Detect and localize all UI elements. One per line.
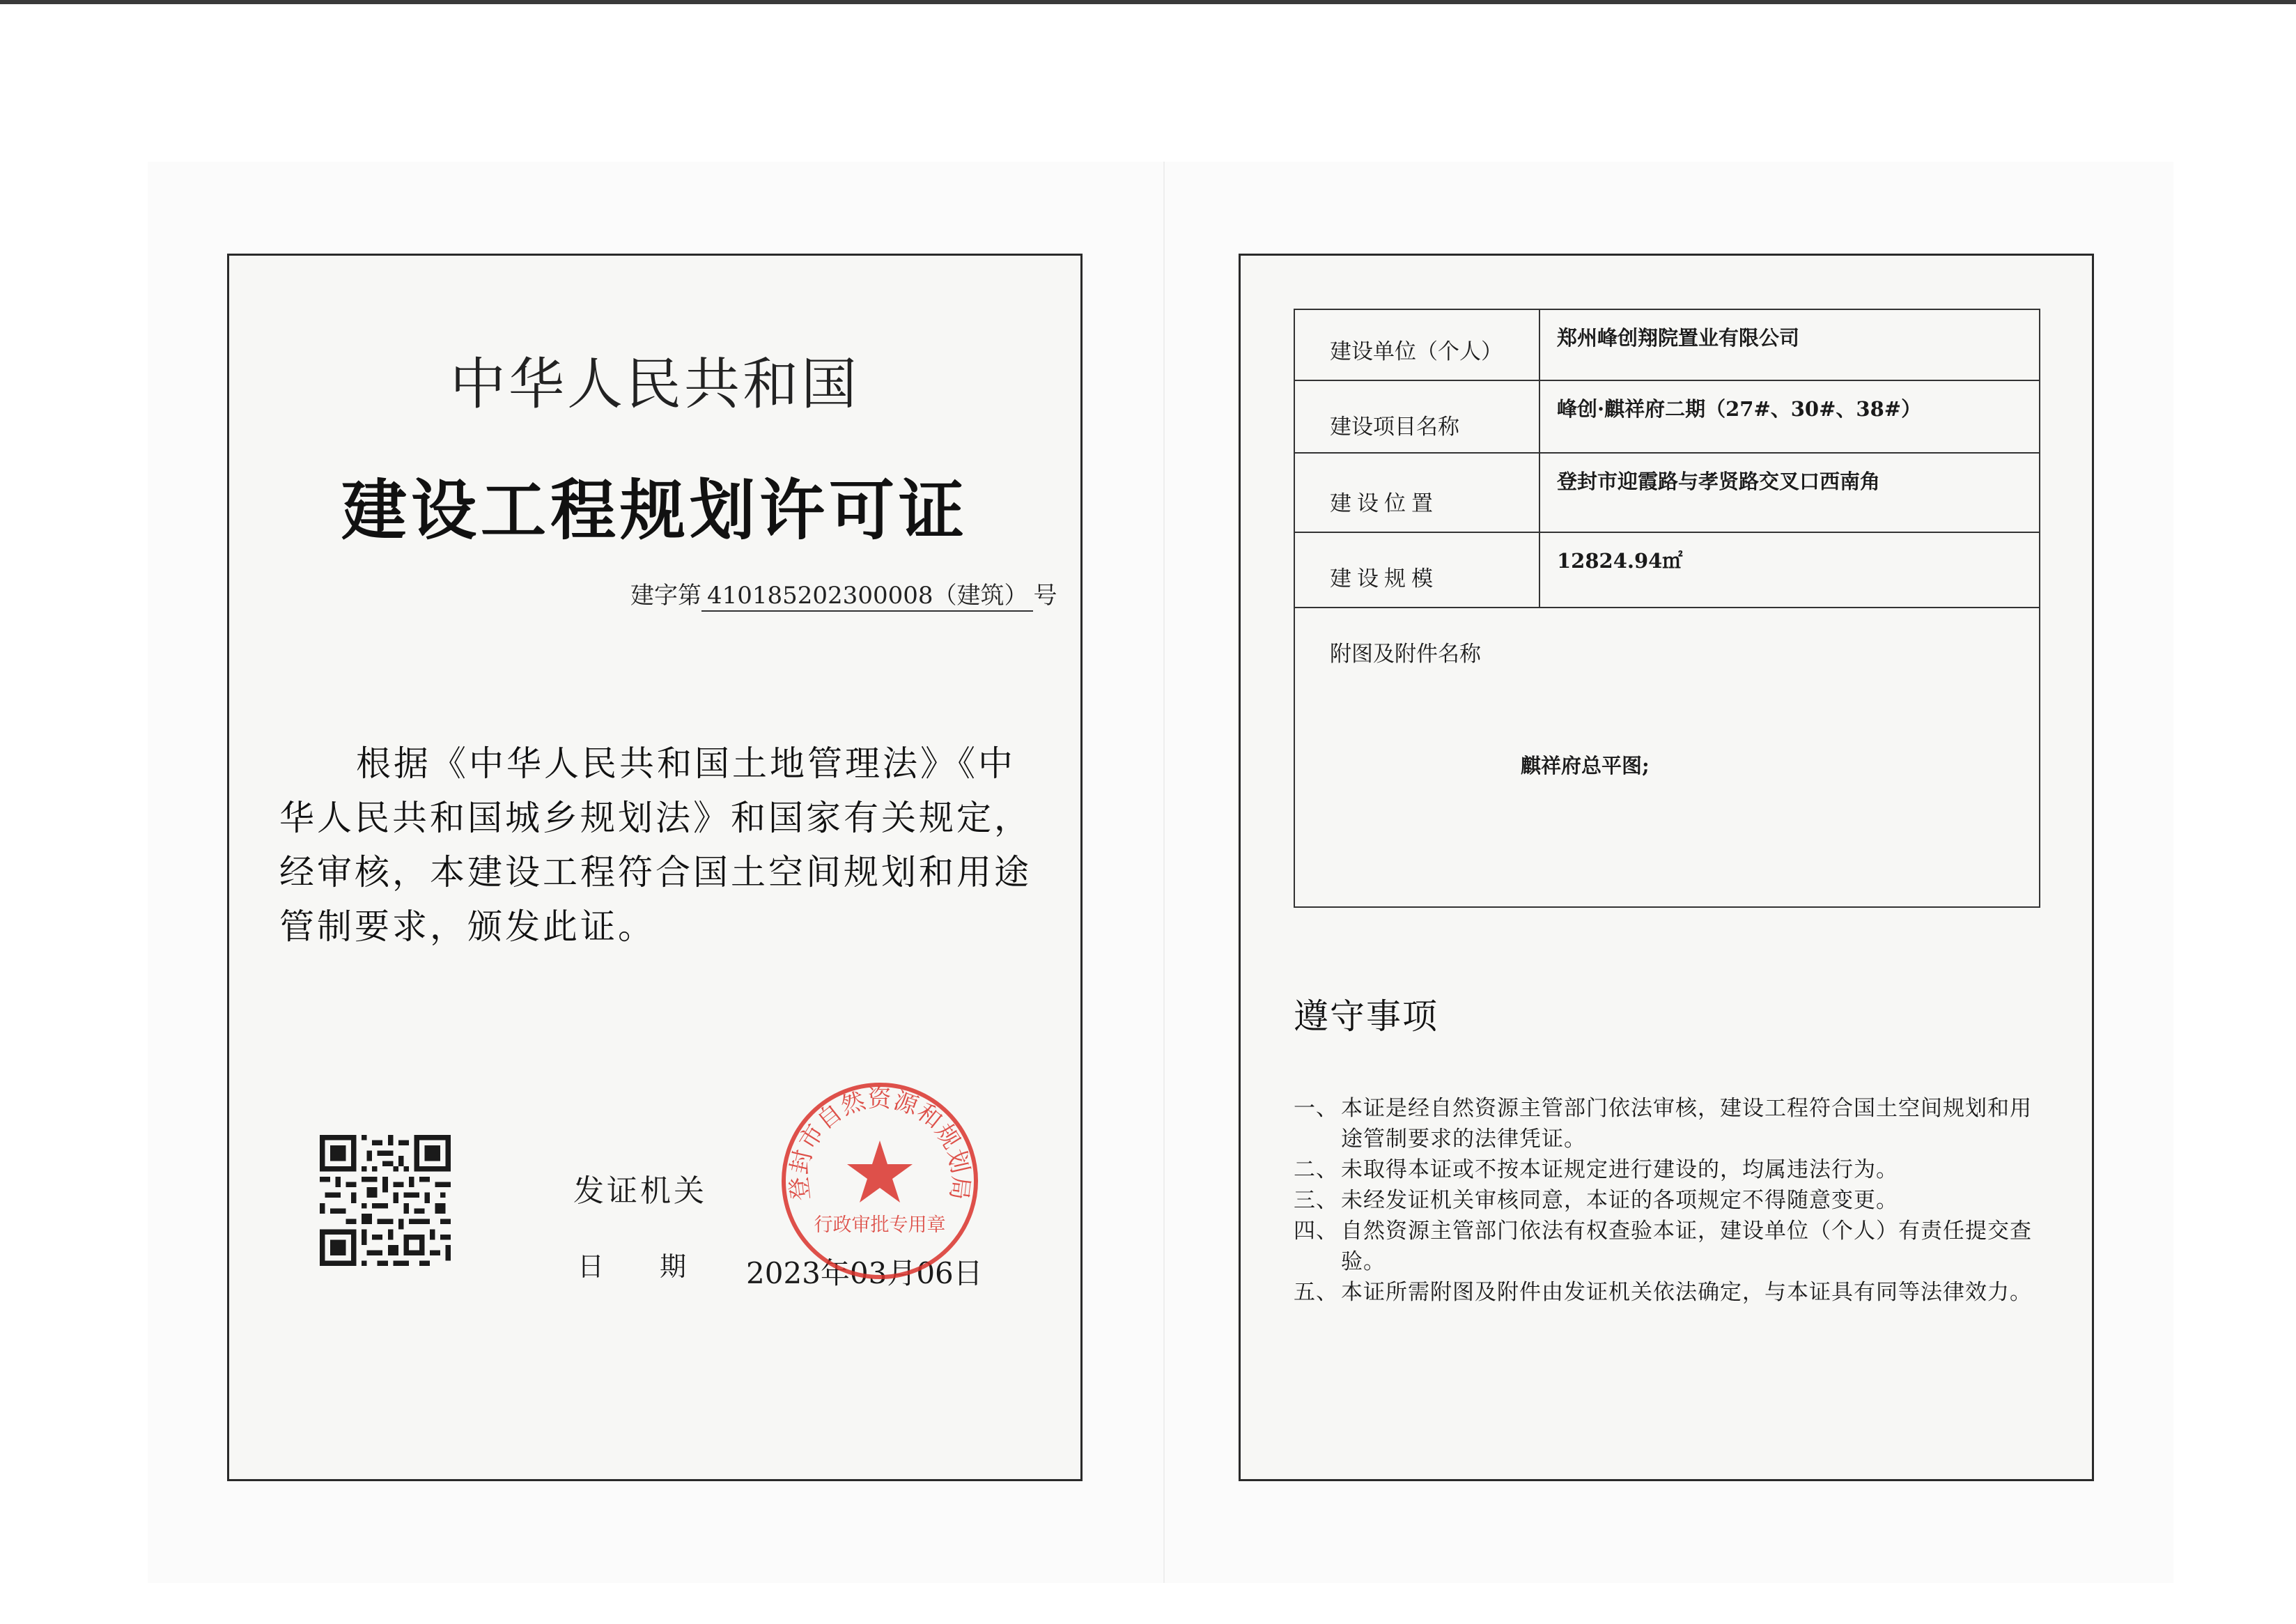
issuer-label: 发证机关 xyxy=(573,1173,707,1209)
table-row xyxy=(1295,381,2039,454)
rule-index: 四、 xyxy=(1294,1219,1338,1244)
rule-text: 未取得本证或不按本证规定进行建设的，均属违法行为。 xyxy=(1341,1157,1898,1182)
row-label-project-name: 建设项目名称 xyxy=(1330,415,1459,440)
rule-text: 本证所需附图及附件由发证机关依法确定，与本证具有同等法律效力。 xyxy=(1341,1280,2032,1305)
table-row xyxy=(1295,533,2039,608)
row-value-project-name: 峰创·麒祥府二期（27#、30#、38#） xyxy=(1557,397,1922,421)
table-row xyxy=(1295,454,2039,533)
certificate-number-value: 410185202300008（建筑） xyxy=(701,576,1033,612)
certificate-number-prefix: 建字第 xyxy=(630,582,701,610)
svg-text:登封市自然资源和规划局: 登封市自然资源和规划局 xyxy=(784,1085,975,1202)
rule-text: 自然资源主管部门依法有权查验本证，建设单位（个人）有责任提交查验。 xyxy=(1341,1219,2032,1274)
svg-text:行政审批专用章: 行政审批专用章 xyxy=(814,1214,946,1236)
official-seal-stamp xyxy=(775,1076,984,1285)
rule-index: 三、 xyxy=(1294,1188,1338,1213)
certificate-front-panel xyxy=(227,254,1083,1481)
row-label-scale: 建设规模 xyxy=(1330,566,1438,591)
attachments-label: 附图及附件名称 xyxy=(1330,642,1481,667)
certificate-number-suffix: 号 xyxy=(1033,582,1057,610)
rule-index: 五、 xyxy=(1294,1280,1338,1305)
date-label: 日期 xyxy=(577,1251,743,1282)
list-item xyxy=(1294,1185,2053,1216)
rule-text: 未经发证机关审核同意，本证的各项规定不得随意变更。 xyxy=(1341,1188,1898,1213)
rule-text: 本证是经自然资源主管部门依法审核，建设工程符合国土空间规划和用途管制要求的法律凭证。 xyxy=(1341,1096,2032,1152)
rule-index: 二、 xyxy=(1294,1157,1338,1182)
certificate-body-text: 根据《中华人民共和国土地管理法》《中华人民共和国城乡规划法》和国家有关规定，经审核，本建设工程符合国土空间规划和用途管制要求，颁发此证。 xyxy=(279,743,1032,947)
country-name: 中华人民共和国 xyxy=(450,352,860,417)
rule-index: 一、 xyxy=(1294,1096,1338,1121)
list-item xyxy=(1294,1154,2053,1185)
certificate-number xyxy=(630,576,1057,612)
certificate-title: 建设工程规划许可证 xyxy=(341,473,968,549)
list-item xyxy=(1294,1216,2053,1277)
project-info-table xyxy=(1294,309,2040,908)
row-label-builder: 建设单位（个人） xyxy=(1330,339,1503,364)
issue-date: 2023年03月06日 xyxy=(746,1256,983,1290)
list-item xyxy=(1294,1093,2053,1154)
certificate-back-panel xyxy=(1239,254,2094,1481)
list-item xyxy=(1294,1277,2053,1308)
row-value-scale: 12824.94㎡ xyxy=(1557,549,1683,573)
row-label-location: 建设位置 xyxy=(1330,491,1438,516)
table-row xyxy=(1295,310,2039,381)
fold-line xyxy=(1163,162,1165,1583)
row-value-builder: 郑州峰创翔院置业有限公司 xyxy=(1557,326,1800,350)
rules-list xyxy=(1294,1093,2053,1308)
row-value-location: 登封市迎霞路与孝贤路交叉口西南角 xyxy=(1557,470,1881,493)
scan-edge xyxy=(0,0,2296,4)
qr-code-icon xyxy=(320,1135,451,1266)
rules-title: 遵守事项 xyxy=(1294,996,1438,1037)
attachments-value: 麒祥府总平图; xyxy=(1521,754,1650,778)
